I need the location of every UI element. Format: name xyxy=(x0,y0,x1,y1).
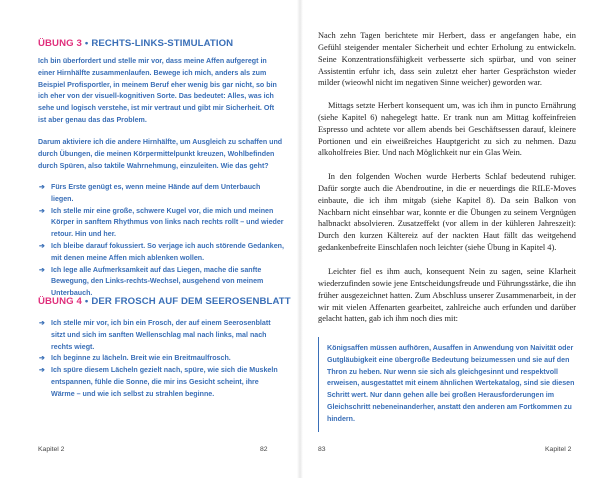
highlight-quote-box xyxy=(318,337,582,432)
arrow-bullet-icon: ➔ xyxy=(39,184,45,191)
right-page xyxy=(300,0,600,478)
arrow-bullet-icon: ➔ xyxy=(39,355,45,363)
list-item-text: Ich spüre diesem Lächeln gezielt nach, spüre, wie sich die Muskeln entspannen, fühle die Sonne, die mir ins Gesicht scheint, ihre Wärme – und wie ich selbst zu strahlen beginne. xyxy=(51,366,278,398)
list-item xyxy=(38,182,284,206)
list-item xyxy=(38,318,284,353)
arrow-bullet-icon: ➔ xyxy=(39,320,45,327)
list-item-text: Fürs Erste genügt es, wenn meine Hände auf dem Unterbauch liegen. xyxy=(51,183,261,203)
left-page-number: 82 xyxy=(260,446,268,453)
list-item xyxy=(38,265,284,300)
list-item xyxy=(38,353,284,365)
arrow-bullet-icon: ➔ xyxy=(39,207,45,215)
list-item-text: Ich bleibe darauf fokussiert. So verjage ich auch störende Gedanken, mit denen meine Affen mich ablenken wollen. xyxy=(51,241,284,262)
exercise-4-bullet-list xyxy=(38,318,284,401)
list-item-text: Ich lege alle Aufmerksamkeit auf das Liegen, mache die sanfte Bewegung, den Links-rechts-Wechsel, ausgehend von meinem Unterbauch. xyxy=(51,265,264,298)
arrow-bullet-icon: ➔ xyxy=(39,266,45,274)
list-item-text: Ich stelle mir eine große, schwere Kugel vor, die mich und meinen Körper in sanftem Rhythmus von links nach rechts rollt – und wieder retour. Hin und her. xyxy=(51,206,284,239)
book-gutter xyxy=(297,0,303,478)
highlight-quote-text: Königsaffen müssen aufhören, Ausaffen in Anwendung von Naivität oder Gutgläubigkeit eine übergroße Bedeutung beizumessen und sie auf den Thron zu heben. Nur wenn sie sich als gleichgesinnt und respektvoll erweisen, ausgestattet mit einem ähnlichen Wertekatalog, sind sie diesen Schritt wert. Nur dann gehen alle bei großen Herausforderungen im Gleichschritt nebeneinanderher, anstatt den anderen am Fortkommen zu hindern. xyxy=(327,344,575,423)
heading-separator: • xyxy=(84,296,89,307)
right-paragraph-1: Nach zehn Tagen berichtete mir Herbert, dass er angefangen habe, ein Gefühl steigender mentaler Sicherheit und echter Erholung zu entwickeln. Seine Konzentrationsfähigkeit verbesserte sich spürbar, und von seiner Assistentin erfuhr ich, dass sein zuletzt eher harter Gesprächston wieder milder (wieowhl nicht im negativen Sinne weicher) geworden war. xyxy=(318,31,576,88)
exercise-3-intro-paragraph-1: Ich bin überfordert und stelle mir vor, dass meine Affen aufgeregt in einer Hirnhälfte zusammenlaufen. Bewege ich mich, anders als zum Beispiel Profisportler, in meinem Beruf eher wenig bis gar nicht, so bin ich eher von der visuell-kognitiven Sorte. Das bedeutet: Alles, was ich sehe und logisch verstehe, ist mir vertraut und gibt mir Sicherheit. Oft ist aber genau das das Problem. xyxy=(38,57,277,124)
exercise-4-heading xyxy=(38,296,291,307)
list-item xyxy=(38,206,284,241)
arrow-bullet-icon: ➔ xyxy=(39,367,45,375)
list-item-text: Ich beginne zu lächeln. Breit wie ein Breitmaulfrosch. xyxy=(51,354,231,363)
left-footer-chapter: Kapitel 2 xyxy=(38,446,65,453)
right-footer-chapter: Kapitel 2 xyxy=(545,446,572,453)
right-paragraph-4: Leichter fiel es ihm auch, konsequent Nein zu sagen, seine Klarheit wiederzufinden sowie jene Entscheidungsfreude und Führungsstärke, die ihn früher ausgezeichnet hatten. Zum Abschluss unserer Zusammenarbeit, in der wir mit vielen Affenarten gearbeitet, zahlreiche auch erfunden und darüber gelacht hatten, gab ich ihm noch dies mit: xyxy=(318,267,576,324)
exercise-4-label: ÜBUNG 4 xyxy=(38,296,82,307)
right-page-number: 83 xyxy=(318,446,326,453)
exercise-3-label: ÜBUNG 3 xyxy=(38,38,82,49)
right-paragraph-3: In den folgenden Wochen wurde Herberts Schlaf bedeutend ruhiger. Dafür sorgte auch die Abendroutine, in die er neuerdings die RILE-Moves einbaute, die ich ihm mitgab (siehe Kapitel 8). Da sein Balkon von Nachbarn nicht einsehbar war, konnte er die Übungen zu seinem Vergnügen halbnackt absolvieren. Zusatzeffekt (vor allem in der kühleren Jahreszeit): Durch den kurzen Kältereiz auf der nackten Haut fällt das weitgehend gedankenbefreite Einschlafen noch leichter (siehe Übung in Kapitel 4). xyxy=(318,172,576,253)
right-paragraph-2: Mittags setzte Herbert konsequent um, was ich ihm in puncto Ernährung (siehe Kapitel 6) nahegelegt hatte. Er trank nun am Mittag koffeinfreien Espresso und achtete vor allem abends bei Geschäftsessen darauf, kleinere Portionen und ein eiweißreiches Hauptgericht zu sich zu nehmen. Dazu alkoholfreies Bier. Und nach Möglichkeit nur ein Glas Wein. xyxy=(318,101,576,158)
exercise-4-title: DER FROSCH AUF DEM SEEROSENBLATT xyxy=(91,296,291,307)
exercise-3-title: RECHTS-LINKS-STIMULATION xyxy=(91,38,234,49)
exercise-3-heading xyxy=(38,38,288,49)
heading-separator: • xyxy=(84,38,89,49)
list-item-text: Ich stelle mir vor, ich bin ein Frosch, der auf einem Seerosenblatt sitzt und sich im sanften Wellenschlag mal nach links, mal nach rechts wiegt. xyxy=(51,319,271,351)
exercise-3-bullet-list xyxy=(38,182,284,300)
list-item xyxy=(38,241,284,265)
arrow-bullet-icon: ➔ xyxy=(39,242,45,250)
list-item xyxy=(38,365,284,400)
exercise-3-intro-paragraph-2: Darum aktiviere ich die andere Hirnhälfte, um Ausgleich zu schaffen und durch Übungen, die meinen Körpermittelpunkt kreuzen, Wohlbefinden durch Spüren, also taktile Wahrnehmung, einzuleiten. Wie das geht? xyxy=(38,138,283,170)
